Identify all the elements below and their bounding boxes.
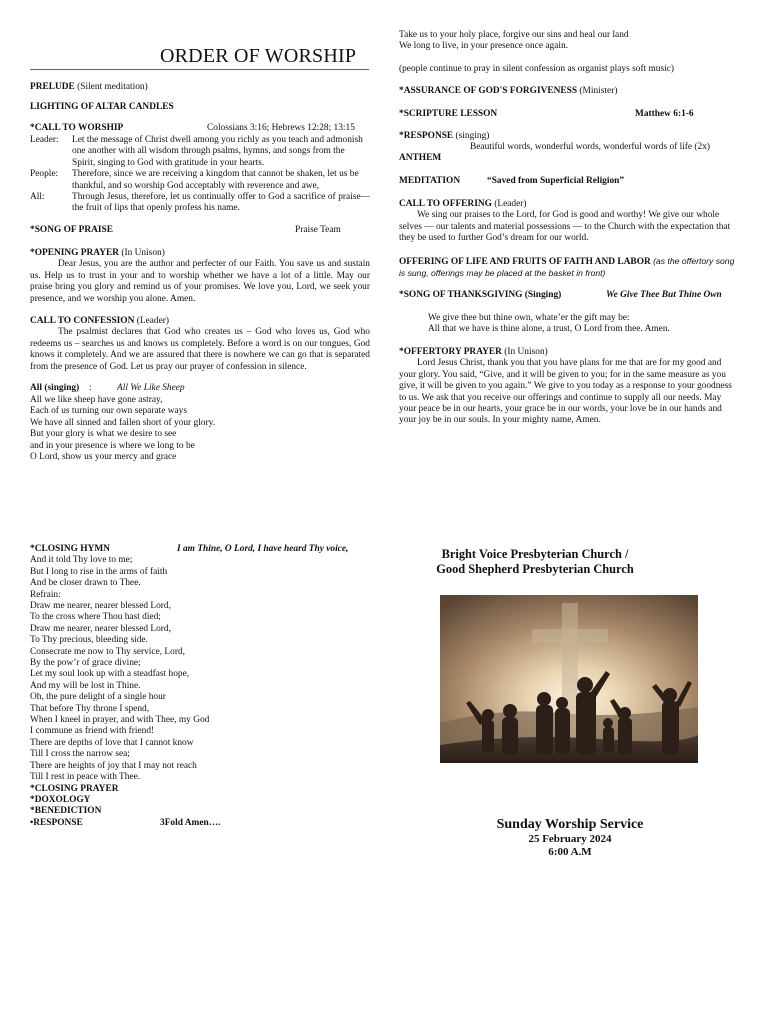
- offertory-prayer: [399, 347, 737, 427]
- cross-silhouette-icon: [440, 595, 698, 763]
- song-line: We give thee but thine own, whate’er the gift may be:: [428, 313, 630, 323]
- song-line: and in your presence is where we long to be: [30, 440, 195, 451]
- hymn-line: To Thy precious, bleeding side.: [30, 635, 148, 646]
- prelude-note: (Silent meditation): [74, 82, 148, 92]
- church-name: [400, 547, 670, 577]
- scripture-lesson: [399, 109, 739, 121]
- call-to-offering-label: CALL TO OFFERING: [399, 199, 492, 209]
- call-to-offering: [399, 199, 737, 245]
- meditation-label: MEDITATION: [399, 176, 461, 186]
- hymn-line: Till I rest in peace with Thee.: [30, 772, 141, 783]
- song-line: Each of us turning our own separate ways: [30, 406, 187, 417]
- hymn-line: There are depths of love that I cannot know: [30, 737, 194, 748]
- hymn-line: Oh, the pure delight of a single hour: [30, 692, 166, 703]
- opening-prayer-text: Dear Jesus, you are the author and perfecter of our Faith. You save us and sustain us. Help us to trust in your and to worship whether we have a lot of a little. May our praise bring you glory and remind us of your promises. We love you, Lord, we seek your presence, and we worship you alone. Amen.: [30, 259, 370, 304]
- offertory-prayer-note: (In Unison): [501, 347, 548, 357]
- hymn-line: Consecrate me now to Thy service, Lord,: [30, 646, 185, 657]
- offertory-prayer-text: Lord Jesus Christ, thank you that you have plans for me that are for my good and your glory. You said, “Give, and it will be given to you; for in the same measure as you give, it will be given to you again.” We give to you today as a response to your goodness to us. We ask that you receive our offerings and continue to supply all our needs. May your peace be in our hearts, your grace be in our words, your love be in our hands and your joy be in our souls. In your mighty name, Amen.: [399, 358, 732, 426]
- song-line: We long to live, in your presence once again.: [399, 41, 568, 52]
- call-to-offering-text: We sing our praises to the Lord, for God is good and worthy! We give our whole selves — our talents and material possessions — to the Church with the expectation that they be used to further God’s dream for our world.: [399, 210, 731, 244]
- response-note: (singing): [453, 131, 490, 141]
- call-to-confession-label: CALL TO CONFESSION: [30, 316, 135, 326]
- all-singing-song: All We Like Sheep: [117, 383, 185, 393]
- responsive-text: Therefore, since we are receiving a kingdom that cannot be shaken, let us be thankful, and so worship God acceptably with reverence and awe,: [72, 169, 359, 191]
- page-title: ORDER OF WORSHIP: [160, 45, 357, 67]
- thanksgiving-lyrics: [428, 313, 738, 336]
- song-line: All we like sheep have gone astray,: [30, 395, 163, 405]
- closing-response-value: 3Fold Amen….: [160, 817, 221, 828]
- thanksgiving-song: We Give Thee But Thine Own: [606, 290, 722, 300]
- silent-note: (people continue to pray in silent confession as organist plays soft music): [399, 64, 675, 74]
- closing-prayer-heading: *CLOSING PRAYER: [30, 783, 119, 794]
- closing-section: [30, 544, 375, 829]
- offering-note: (as the offertory song is sung, offerings may be placed at the basket in front): [399, 256, 735, 279]
- call-to-confession: [30, 316, 370, 373]
- anthem-heading: ANTHEM: [399, 153, 442, 163]
- song-of-praise: [30, 225, 370, 237]
- assurance: [399, 86, 739, 97]
- responsive-line: [30, 135, 370, 169]
- hymn-line: Draw me nearer, nearer blessed Lord,: [30, 601, 171, 612]
- opening-prayer-label: *OPENING PRAYER: [30, 248, 119, 258]
- candles-heading: LIGHTING OF ALTAR CANDLES: [30, 102, 174, 112]
- responsive-line: [30, 169, 370, 192]
- hymn-line: When I kneel in prayer, and with Thee, my God: [30, 715, 210, 726]
- song-line: Take us to your holy place, forgive our sins and heal our land: [399, 30, 629, 40]
- thanksgiving-label: *SONG OF THANKSGIVING (Singing): [399, 290, 562, 300]
- hymn-line: Draw me nearer, nearer blessed Lord,: [30, 623, 171, 634]
- all-singing-colon: :: [89, 383, 92, 393]
- call-to-worship-label: *CALL TO WORSHIP: [30, 123, 124, 133]
- title-divider: [30, 69, 369, 70]
- opening-prayer: [30, 248, 370, 305]
- all-singing: [30, 383, 370, 463]
- song-of-praise-leader: Praise Team: [295, 225, 341, 235]
- benediction-heading: *BENEDICTION: [30, 806, 102, 817]
- assurance-note: (Minister): [577, 86, 618, 96]
- offering: [399, 256, 739, 281]
- speaker-label: People:: [30, 169, 59, 180]
- closing-response-label: •RESPONSE: [30, 817, 83, 828]
- offertory-prayer-label: *OFFERTORY PRAYER: [399, 347, 502, 357]
- assurance-label: *ASSURANCE OF GOD'S FORGIVENESS: [399, 86, 578, 96]
- service-info: [450, 816, 690, 859]
- confession-song-continued: [399, 30, 739, 53]
- song-line: We have all sinned and fallen short of your glory.: [30, 417, 216, 428]
- song-line: But your glory is what we desire to see: [30, 429, 177, 440]
- response-label: *RESPONSE: [399, 131, 454, 141]
- hymn-line: By the pow’r of grace divine;: [30, 658, 141, 669]
- scripture-ref: Matthew 6:1-6: [635, 109, 694, 119]
- responsive-text: Through Jesus, therefore, let us continually offer to God a sacrifice of praise—the fruit of lips that openly profess his name.: [72, 192, 370, 214]
- church-name-line-1: Bright Voice Presbyterian Church /: [441, 547, 629, 561]
- closing-response: [30, 818, 375, 829]
- hymn-line: And it told Thy love to me;: [30, 555, 133, 566]
- song-of-thanksgiving: [399, 290, 739, 302]
- hymn-line: Let my soul look up with a steadfast hope,: [30, 669, 190, 680]
- speaker-label: All:: [30, 192, 45, 203]
- service-date: 25 February 2024: [528, 833, 612, 845]
- song-of-praise-label: *SONG OF PRAISE: [30, 225, 113, 235]
- call-to-confession-note: (Leader): [134, 316, 169, 326]
- responsive-line: [30, 192, 370, 215]
- offering-label: OFFERING OF LIFE AND FRUITS OF FAITH AND LABOR: [399, 257, 651, 267]
- scripture-label: *SCRIPTURE LESSON: [399, 109, 498, 119]
- song-line: All that we have is thine alone, a trust, O Lord from thee. Amen.: [428, 324, 670, 335]
- meditation: [399, 176, 739, 188]
- speaker-label: Leader:: [30, 135, 59, 145]
- hymn-line: Refrain:: [30, 589, 61, 600]
- call-to-offering-note: (Leader): [491, 199, 527, 209]
- call-to-confession-text: The psalmist declares that God who creates us – God who loves us, God who redeems us – searches us and knows us completely. Before a word is on our tongues, God knows it completely. And we are assured that there is nowhere we can go that is separated from the presence of God. Let us pray our prayer of confession in silence.: [30, 327, 370, 372]
- opening-prayer-note: (In Unison): [118, 248, 165, 258]
- cross-worship-image: [440, 595, 698, 763]
- doxology-heading: *DOXOLOGY: [30, 794, 91, 805]
- response: [399, 131, 739, 154]
- responsive-text: Let the message of Christ dwell among you richly as you teach and admonish one another with all wisdom through psalms, hymns, and songs from the Spirit, singing to God with gratitude in your hearts.: [72, 135, 363, 168]
- hymn-line: Till I cross the narrow sea;: [30, 749, 130, 760]
- hymn-line: That before Thy throne I spend,: [30, 703, 150, 714]
- response-text: Beautiful words, wonderful words, wonderful words of life (2x): [470, 142, 711, 153]
- church-name-line-2: Good Shepherd Presbyterian Church: [436, 562, 634, 576]
- hymn-line: And be closer drawn to Thee.: [30, 578, 141, 589]
- service-time: 6:00 A.M: [548, 846, 592, 858]
- hymn-line: To the cross where Thou hast died;: [30, 612, 161, 623]
- hymn-line: There are heights of joy that I may not reach: [30, 760, 197, 771]
- closing-hymn-title: I am Thine, O Lord, I have heard Thy voice,: [177, 544, 349, 554]
- call-to-worship: [30, 123, 370, 215]
- call-to-worship-ref: Colossians 3:16; Hebrews 12:28; 13:15: [207, 123, 355, 133]
- prelude-label: PRELUDE: [30, 82, 75, 92]
- song-line: O Lord, show us your mercy and grace: [30, 452, 177, 463]
- hymn-line: And my will be lost in Thine.: [30, 680, 141, 691]
- closing-hymn-label: *CLOSING HYMN: [30, 544, 110, 554]
- all-singing-label: All (singing): [30, 383, 80, 393]
- hymn-line: I commune as friend with friend!: [30, 726, 155, 737]
- prelude: [30, 82, 370, 93]
- meditation-title: “Saved from Superficial Religion”: [487, 176, 625, 186]
- service-title: Sunday Worship Service: [496, 817, 644, 832]
- hymn-line: But I long to rise in the arms of faith: [30, 566, 168, 577]
